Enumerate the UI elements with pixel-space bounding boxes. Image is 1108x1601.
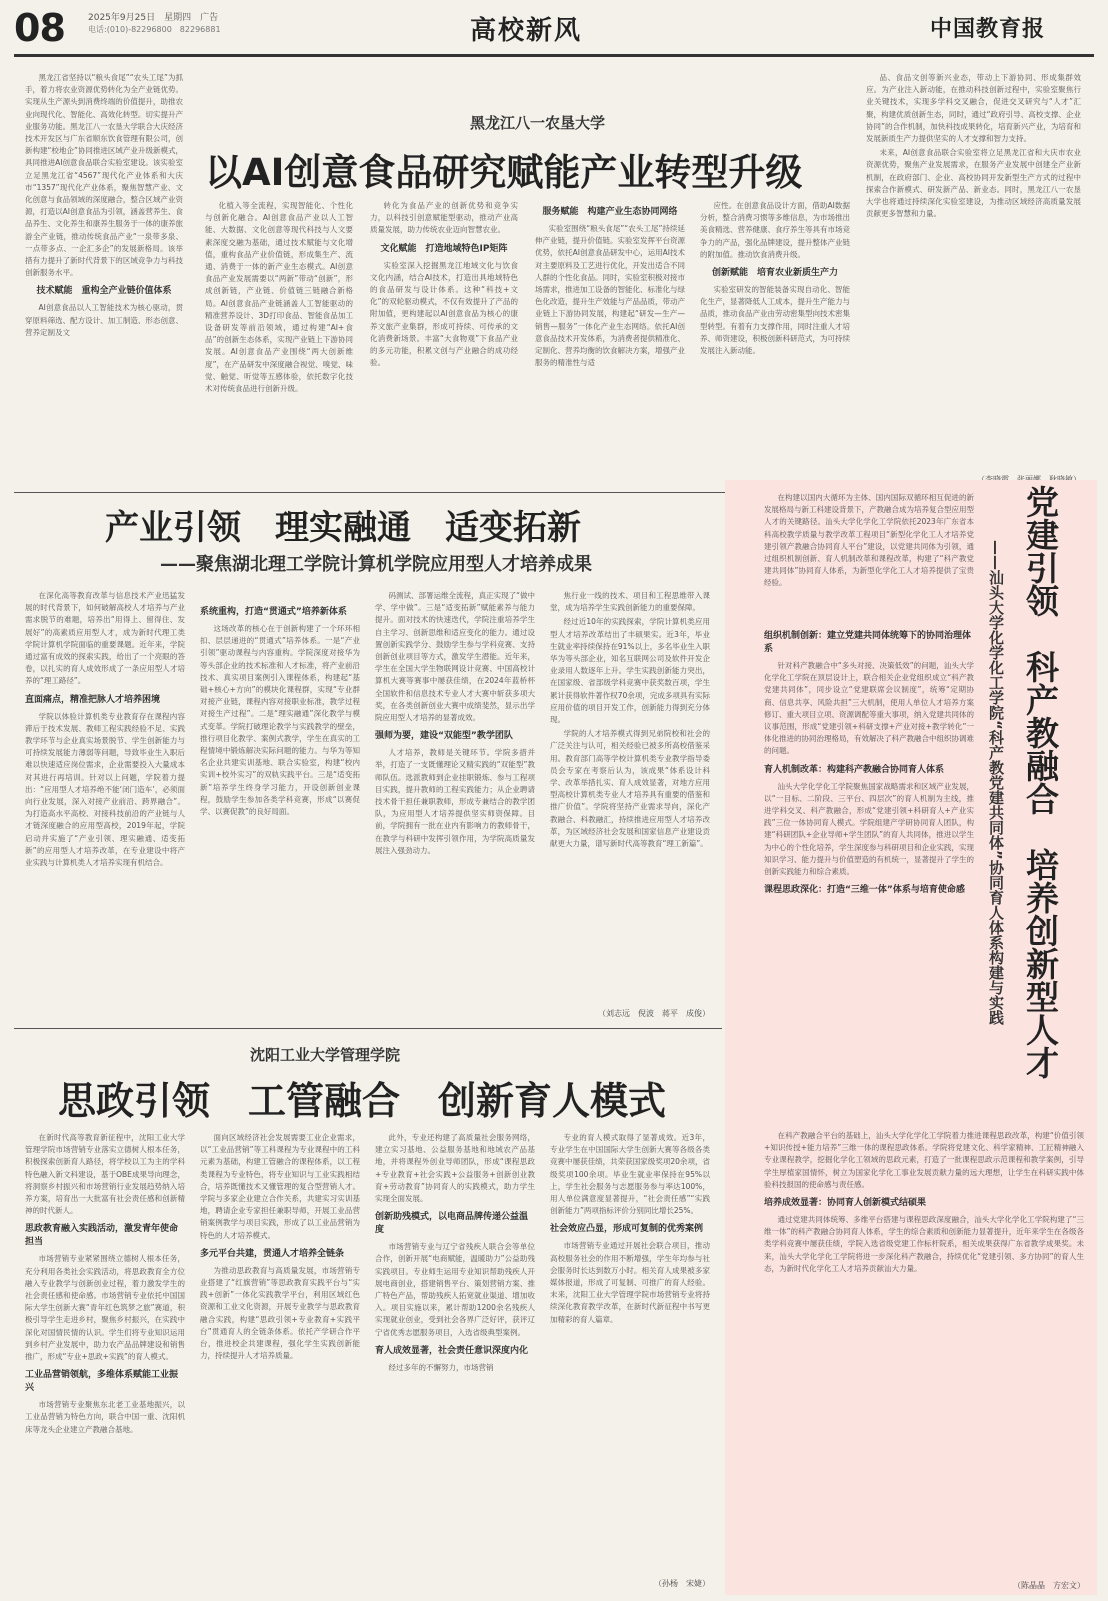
paragraph: 在构建以国内大循环为主体、国内国际双循环相互促进的新发展格局与新工科建设背景下，产教融合成为培养复合型应用型人才的关键路径。汕头大学化学化工学院依托2023年广东省本科高校教学质量与教学改革工程项目“新型化学化工人才培养党建引领产教融合协同育人平台”建设，以党建共同体为引领，通过组织机制创新、育人机制改革和课程改革，构建了“科产教党建共同体”协同育人体系，为新型化学化工人才培养提供了宝贵经验。 (764, 493, 974, 588)
paragraph: AI创意食品以人工智能技术为核心驱动，贯穿原料筛选、配方设计、加工制造、形态创意、营养定制及文 (25, 303, 183, 337)
article3-col1 (25, 1132, 185, 1582)
subheading: 直面痛点，精准把脉人才培养困境 (25, 694, 161, 705)
article2-col2 (200, 600, 360, 1018)
article4-subtitle: ——汕头大学化学化工学院“科产教党建共同体”协同育人体系构建与实践 (987, 540, 1005, 1025)
paragraph: 市场营销专业紧紧围绕立德树人根本任务，充分利用各类社会实践活动，将思政教育全方位融入专业教学与创新创业过程，着力激发学生的社会责任感和使命感。市场营销专业依托中国国际大学生创新大赛“青年红色筑梦之旅”赛道，积极引导学生走进乡村，聚焦乡村振兴，在实践中深化对国情民情的认识。学生们将专业知识运用到乡村产业发展中，助力农产品品牌建设和销售推广，形成“专业+思政+实践”的育人模式。 (25, 1254, 185, 1362)
subheading: 技术赋能 重构全产业链价值体系 (36, 286, 172, 297)
subheading: 强师为要，建设“双能型”教学团队 (375, 731, 513, 742)
paragraph: 针对科产教融合中“多头对接、决策低效”的问题，汕头大学化学化工学院在顶层设计上，联合相关企业党组织成立“科产教党建共同体”，同步设立“党建联席会议制度”，统筹“定期协商、信息共享、风险共担”三大机制，使用人单位人才培养方案修订、重大项目立项、资源调配等重大事项，纳入党建共同体的议事范围，形成“党建引领+科研支撑+产业对接+教学转化”一体化推进的协同治理格局，有效解决了科产教融合中组织协调难的问题。 (764, 661, 974, 756)
paragraph: 面向区域经济社会发展需要工业企业需求，以“工业品营销”等工科课程为专业课程中的工科元素为基础，构建工管融合的课程体系，以工程类课程为专业特色，将专业知识与工业实践相结合，培养既懂技术又懂管理的复合型营销人才。学院与多家企业建立合作关系，共建实习实训基地，聘请企业专家担任兼职导师，开展工业品营销案例教学与项目实践，形成了以工业品营销为特色的人才培养模式。 (200, 1133, 360, 1240)
article3-col3 (375, 1132, 535, 1582)
paragraph: 学院以体验计算机类专业教育存在课程内容滞后于技术发展、教师工程实践经验不足、实践教学环节与企业真实场景脱节、学生创新能力与可持续发展能力薄弱等问题，导致毕业生入职后难以快速适应岗位需求，企业需要投入大量成本对其进行再培训。针对以上问题，学院着力提出：“应用型人才培养绝不能‘闭门造车’，必须面向行业发展，深入对接产业前沿、跨界融合”。为打造高水平高校、对接科技前沿的产业链与人才链深度融合的应用型高校，2019年起，学院启动并实施了“产业引领、理实融通、适变拓新”的应用型人才培养改革，在专业建设中将产业实践与计算机类人才培养实现有机结合。 (25, 711, 185, 868)
paper-name: 中国教育报 (930, 16, 1046, 42)
subheading: 多元平台共建，贯通人才培养全链条 (200, 1248, 345, 1259)
subheading: 育人成效显著，社会责任意识深度内化 (375, 1345, 529, 1356)
paragraph: 品、食品文创等新兴业态，带动上下游协同、形成集群效应。为产业注入新动能，在推动科技创新过程中，实验室聚焦行业关键技术，实现多学科交叉融合，促进交叉研究与“人才”汇聚，构建优质创新生态，同时，通过“政府引导、高校支撑、企业协同”的合作机制，加快科技成果转化，培育新兴产业，为培育和发展新质生产力提供坚实的人才支撑和智力支持。 (866, 73, 1081, 144)
paragraph: 化植入等全流程，实现智能化、个性化与创新化融合。AI创意食品产业以人工智能、大数据、文化创意等现代科技与人文要素深度交融为基础，通过技术赋能与文化增值，重构食品产业价值链，形成集生产、流通、消费于一体的新产业生态模式。AI创意食品产业发展需要以“两新”带动“创新”，形成创新链，产业链、价值链三链融合新格局。AI创意食品产业链涵盖人工智能驱动的精准营养设计、3D打印食品、智能食品加工设备研发等前沿领域，通过构建“AI+食品”的创新生态体系，实现产业链上下游协同发展。AI创意食品产业围绕“两大创新维度”，在产品研发中深度融合视觉、嗅觉、味觉、触觉、听觉等五感体验，依托数字化技术对传统食品进行创新升级。 (205, 201, 353, 394)
paragraph: 市场营销专业通过开展社会联合项目，推动高校服务社会的作用不断增强，学生年均参与社会服务时长达到数万小时。相关育人成果被多家媒体报道，形成了可复制、可推广的育人经验。未来，沈阳工业大学管理学院市场营销专业将持续深化教育教学改革，在新时代新征程中书写更加精彩的育人篇章。 (550, 1241, 710, 1324)
article2-byline: （刘志远 倪波 蒋平 成俊） (598, 1009, 710, 1018)
paragraph: 此外，专业还构建了高质量社会服务网络，建立实习基地、公益服务基地和地域农产品基地，并将课程外创业导师团队，形成“课程思政+专业教育+社会实践+公益服务+创新创业教育+劳动教育”协同育人的实践模式，助力学生实现全面发展。 (375, 1133, 535, 1204)
paragraph: 这场改革的核心在于创新构建了一个环环相扣、层层递进的“贯通式”培养体系。一是“产业引领”驱动课程与内容重构。学院深度对接华为等头部企业的技术标准和人才标准，将产业前沿技术、真实项目案例引入课程体系，构建起“基础+核心+方向”的模块化课程群，实现“专业群对接产业链，课程内容对接职业标准，教学过程对接生产过程”。二是“理实融通”深化教学与模式变革。学院打破理论教学与实践教学的壁垒，推行项目化教学、案例式教学，学生在真实的工程情境中锻炼解决实际问题的能力。与华为等知名企业共建实训基地、联合实验室，构建“校内实训+校外实习”的双轨实践平台。三是“适变拓新”培养学生终身学习能力，开设创新创业课程，鼓励学生参加各类学科竞赛，形成“以赛促学、以赛促教”的良好局面。 (200, 624, 360, 817)
paragraph: 通过党建共同体统筹、多维平台搭建与课程思政深度融合，汕头大学化学化工学院构建了“三维一体”的科产教融合协同育人体系，学生的综合素质和创新能力显著提升，近年来学生在各级各类学科竞赛中屡获佳绩，学院入选省级党建工作标杆院系，相关成果获得广东省教学成果奖。未来，汕头大学化学化工学院将进一步深化科产教融合，持续优化“党建引领、多方协同”的育人生态，为新时代化学化工人才培养贡献汕大力量。 (764, 1215, 1084, 1273)
article4-col-bottom (764, 1130, 1084, 1575)
paragraph: 实验室研发的智能装备实现自动化、智能化生产，显著降低人工成本，提升生产能力与品质，推动食品产业由劳动密集型向技术密集型转型。有着有力支撑作用，同时注重人才培养、师资建设，积极创新科研范式，为可持续发展注入新动能。 (700, 285, 850, 356)
subheading: 文化赋能 打造地域特色IP矩阵 (380, 243, 508, 254)
subheading: 育人机制改革：构建科产教融合协同育人体系 (764, 764, 945, 775)
subheading: 培养成效显著：协同育人创新模式结硕果 (764, 1198, 927, 1209)
article1-headline: 以AI创意食品研究赋能产业转型升级 (205, 151, 803, 194)
article3-col2 (200, 1132, 360, 1582)
paragraph: 经过多年的不懈努力，市场营销 (388, 1362, 494, 1372)
article4-intro (764, 492, 974, 622)
subheading: 服务赋能 构建产业生态协同网络 (542, 207, 678, 217)
subheading: 思政教育融入实践活动，激发青年使命担当 (25, 1224, 179, 1248)
article3-col4 (550, 1132, 710, 1572)
subheading: 系统重构，打造“贯通式”培养新体系 (200, 607, 347, 617)
masthead-rule (14, 54, 1094, 57)
paragraph: 码测试、部署运维全流程，真正实现了“做中学、学中做”。三是“适变拓新”赋能素养与能力提升。面对技术的快速迭代，学院注重培养学生自主学习、创新思维和适应变化的能力。通过设置创新实践学分、鼓励学生参与学科竞赛、支持创新创业项目等方式，激发学生潜能。近年来，学生在全国大学生物联网设计竞赛、中国高校计算机大赛等赛事中屡获佳绩，在2024年蓝桥杯全国软件和信息技术专业人才大赛中斩获多项大奖，在各类创新创业大赛中成绩斐然，显示出学院应用型人才培养的显著成效。 (375, 591, 535, 723)
paragraph: 人才培养，教师是关键环节。学院多措并举，打造了一支既懂理论又精实践的“双能型”教师队伍。选派教师到企业挂职锻炼、参与工程项目实践，提升教师的工程实践能力；从企业聘请技术骨干担任兼职教师，形成专兼结合的教学团队，为应用型人才培养提供坚实师资保障。目前，学院拥有一批在业内有影响力的教师骨干，在教学与科研中发挥引领作用，为学院高质量发展注入强劲动力。 (375, 748, 535, 855)
article4-headline: 党建引领 科产教融合 培养创新型人才 (1021, 485, 1060, 1079)
article3-byline: （孙杨 宋婕） (654, 1579, 710, 1588)
subheading: 创新赋能 培育农业新质生产力 (711, 268, 838, 279)
paragraph: 汕头大学化学化工学院聚焦国家战略需求和区域产业发展，以“一目标、二阶段、三平台、四层次”的育人机制为主线，推进学科交叉、科产教融合，形成“党建引领+科研育人+产业实践”三位一体协同育人模式。学院组建产学研协同育人团队，构建“科研团队+企业导师+学生团队”的育人共同体，推进以学生为中心的个性化培养，学生深度参与科研项目和企业实践，实现知识学习、能力提升与价值塑造的有机统一，显著提升了学生的创新实践能力和综合素质。 (764, 781, 974, 877)
paragraph: 为推动思政教育与高质量发展，市场营销专业搭建了“红旗营销”等思政教育实践平台与“实践+创新”一体化实践教学平台，利用区域红色资源和工业文化资源，开展专业教学与思政教育融合实践，构建“思政引领+专业教育+实践平台”贯通育人的全链条体系。依托产学研合作平台，推进校企共建课程，强化学生实践创新能力，持续提升人才培养质量。 (200, 1265, 360, 1361)
paragraph: 实验室围绕“粮头食尾”“农头工尾”持续延伸产业链，提升价值链。实验室发挥平台资源优势，依托AI创意食品研发中心，运用AI技术对主要原料及工艺进行优化，开发出适合不同人群的个性化食品。同时，实验室积极对接市场需求，推进加工设备的智能化、标准化与绿色化改造，提升生产效能与产品品质，带动产业链上下游协同发展，构建起“研发—生产—销售—服务”一体化产业生态网络。依托AI创意食品技术开发体系，为消费者提供精准化、定制化、营养均衡的饮食解决方案，增强产业服务的精准性与适 (535, 224, 685, 368)
paragraph: 焦行业一线的技术、项目和工程思维带入课堂，成为培养学生实践创新能力的重要保障。 (550, 591, 710, 613)
paragraph: 在深化高等教育改革与信息技术产业迅猛发展的时代背景下，如何破解高校人才培养与产业需求脱节的难题，培养出“用得上、留得住、发展好”的高素质应用型人才，成为新时代理工类学院计算机学院面临的重要课题。近年来，学院通过富有成效的探索实践，给出了一个亮眼的答卷，以扎实的育人成效形成了一条应用型人才培养的“理工路径”。 (25, 591, 185, 686)
subheading: 课程思政深化：打造“三维一体”体系与培育使命感 (764, 885, 965, 896)
paragraph: 市场营销专业与辽宁省残疾人联合会等单位合作，创新开展“电商赋能，温暖助力”公益助残实践项目。专业师生运用专业知识帮助残疾人开展电商创业，搭建销售平台、策划营销方案、推广特色产品，帮助残疾人拓宽就业渠道、增加收入。项目实施以来，累计帮助1200余名残疾人实现就业创业，受到社会各界广泛好评，获评辽宁省优秀志愿服务项目，入选省级典型案例。 (375, 1242, 535, 1337)
paragraph: 经过近10年的实践探索，学院计算机类应用型人才培养改革结出了丰硕果实。近3年，毕业生就业率持续保持在91%以上，多名毕业生入职华为等头部企业，知名互联网公司及软件开发企业录用人数逐年上升。学生实践创新能力突出，在国家级、省部级学科竞赛中获奖数百项，学生累计获得软件著作权70余项，完成多项具有实际应用价值的项目开发工作，创新能力得到充分体现。 (550, 617, 710, 725)
subheading: 工业品营销领航，多维体系赋能工业振兴 (25, 1370, 179, 1394)
date-line: 2025年9月25日 星期四 广告 (88, 13, 219, 23)
article1-col1 (25, 72, 183, 487)
article2-headline: 产业引领 理实融通 适变拓新 (105, 508, 581, 548)
article3-school: 沈阳工业大学管理学院 (250, 1046, 401, 1064)
section-name: 高校新风 (470, 16, 583, 46)
paragraph: 实验室深入挖掘黑龙江地域文化与饮食文化内涵，结合AI技术，打造出具地域特色的食品研发与设计体系。这种“科技+文化”的双轮驱动模式，不仅有效提升了产品的附加值，更构建起以AI创意食品为核心的康养文旅产业集群，形成可持续、可传承的文化消费新场景。丰富“大食物观”下食品产业的多元功能，积累文创与产业融合的成功经验。 (370, 260, 518, 368)
paragraph: 市场营销专业聚焦东北老工业基地振兴，以工业品营销为特色方向，联合中国一重、沈阳机床等龙头企业建立产教融合基地。 (25, 1400, 185, 1434)
article1-col4 (535, 200, 685, 487)
article1-col2 (205, 200, 353, 487)
contact-line: 电话:(010)-82296800 82296881 (88, 25, 221, 34)
article1-school: 黑龙江八一农垦大学 (470, 114, 606, 132)
article3-headline: 思政引领 工管融合 创新育人模式 (58, 1079, 667, 1123)
subheading: 组织机制创新：建立党建共同体统筹下的协同治理体系 (764, 631, 972, 654)
subheading: 创新助残模式，以电商品牌传递公益温度 (375, 1212, 529, 1236)
paragraph: 转化为食品产业的创新优势和竞争实力，以科技引创意赋能型驱动，推动产业高质量发展，助力传统农业迈向智慧农业。 (370, 201, 518, 235)
page-number: 08 (14, 6, 65, 50)
paragraph: 应性。在创意食品设计方面，借助AI数据分析，整合消费习惯等多维信息，为市场推出美食精选、营养健康、食疗养生等具有市场竞争力的产品，强化品牌建设，提升整体产业链的附加值。推动饮食消费升级。 (700, 201, 850, 259)
article4-col-main (764, 624, 974, 1184)
article1-col3 (370, 200, 518, 487)
article2-col3 (375, 590, 535, 1018)
article4-byline: （陈晶晶 方宏文） (1013, 1581, 1085, 1590)
article1-col6 (866, 72, 1081, 472)
paragraph: 未来，AI创意食品联合实验室将立足黑龙江省和大庆市农业资源优势，聚焦产业发展需求，在服务产业发展中创建全产业新机制，在政府部门、企业、高校协同开发新型生产方式的过程中探索合作新模式、研发新产品、新业态。同时，黑龙江八一农垦大学也将通过持续深化实验室建设，为推动区域经济高质量发展贡献更多智慧和力量。 (866, 148, 1081, 219)
article1-col5 (700, 200, 850, 487)
article2-subtitle: ——聚焦湖北理工学院计算机学院应用型人才培养成果 (160, 554, 592, 575)
article2-col4 (550, 590, 710, 1008)
paragraph: 专业的育人模式取得了显著成效。近3年，专业学生在中国国际大学生创新大赛等各级各类竞赛中屡获佳绩，共荣获国家级奖项20余项，省级奖项100余项。毕业生就业率保持在95%以上，学生社会服务与志愿服务参与率达100%，用人单位满意度显著提升，“社会责任感”“实践创新能力”两项指标评价分别同比增长25%。 (550, 1133, 710, 1216)
subheading: 社会效应凸显，形成可复制的优秀案例 (550, 1224, 704, 1235)
paragraph: 学院的人才培养模式得到兄弟院校和社会的广泛关注与认可，相关经验已被多所高校借鉴采用。教育部门高等学校计算机类专业教学指导委员会专家在考察后认为，该成果“体系设计科学、改革举措扎实、育人成效显著，对地方应用型高校计算机类专业人才培养具有重要的借鉴和推广价值”。学院将坚持产业需求导向，深化产教融合、科教融汇，持续推进应用型人才培养改革，为区域经济社会发展和国家信息产业建设贡献更大力量，谱写新时代高等教育“理工新篇”。 (550, 729, 710, 849)
paragraph: 黑龙江省坚持以“粮头食尾”“农头工尾”为抓手，着力将农业资源优势转化为全产业链优势。实现从生产源头到消费终端的价值提升，助推农业向现代化、智能化、高效化转型。切实提升产业服务功能。黑龙江八一农垦大学联合大庆经济技术开发区与广东省顺东饮食管理有限公司，创新构建“校地企”协同推进区域产业升级新模式，具同推进AI创意食品联合实验室建设。该实验室立足黑龙江省“4567”现代化产业体系和大庆市“1357”现代化产业体系，聚焦智慧产业、文化创意与食品领域的深度融合，整合区域产业资源，打造以AI创意食品为引领，涵盖营养生、食品养生、文化养生和康养生服务于一体的康养旅游全产业链，推动传统食品产业“一泉带多泉、一点带多点、一企汇多企”的发展新格局。该举措有力提升了新时代背景下的区域竞争力与科技创新服务水平。 (25, 73, 183, 278)
paragraph: 在新时代高等教育新征程中，沈阳工业大学管理学院市场营销专业落实立德树人根本任务，积极探索创新育人路径，将学校以工为主的学科特色融入新文科建设，基于OBE成果导向理念，将洞察乡村振兴和市场营销行业发展趋势纳入培养方案，培育出一大批富有社会责任感和创新精神的时代新人。 (25, 1133, 185, 1216)
divider (14, 1028, 722, 1029)
article2-col1 (25, 590, 185, 1020)
paragraph: 在科产教融合平台的基础上，汕头大学化学化工学院着力推进课程思政改革，构建“价值引领+知识传授+能力培养”三维一体的课程思政体系。学院将党建文化、科学家精神、工匠精神融入专业课程教学，挖掘化学化工领域的思政元素，打造了一批课程思政示范课程和教学案例，引导学生厚植家国情怀，树立为国家化学化工事业发展贡献力量的远大理想，让学生在科研实践中体验科技报国的使命感与责任感。 (764, 1131, 1084, 1189)
masthead (0, 0, 1108, 56)
